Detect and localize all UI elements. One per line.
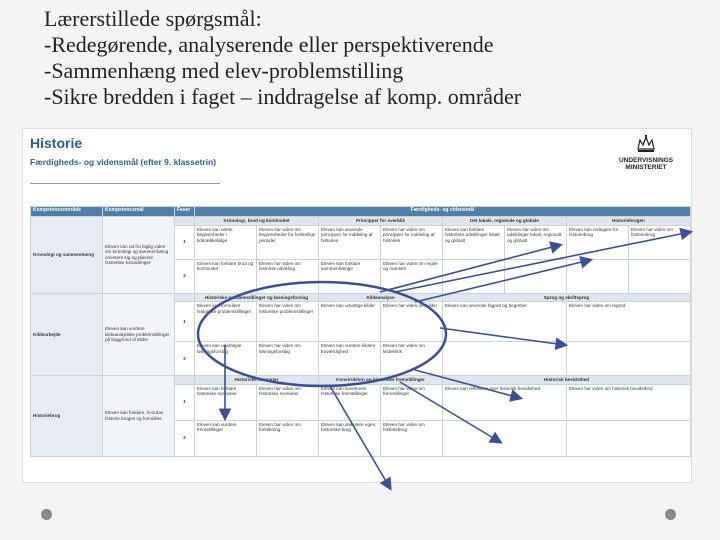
skill-cell: Eleven kan formulere historiske problemstillinger: [195, 302, 257, 342]
knowledge-cell: Eleven har viden om principper for inddeling af historien: [381, 225, 443, 259]
skill-cell: Eleven kan forklare brud og kontinuitet: [195, 259, 257, 293]
subheader-cell: Historiske scenarier: [195, 376, 319, 385]
header-phase: Faser: [175, 207, 195, 217]
knowledge-cell: Eleven har viden om udviklinger lokalt, regionalt og globalt: [505, 225, 567, 259]
curriculum-table: [30, 206, 691, 457]
phase-cell: 1: [175, 225, 195, 259]
skill-cell: Eleven kan forklare historiske udviklinger lokalt og globalt: [443, 225, 505, 259]
subheader-cell: Sprog og skriftsprog: [443, 293, 691, 302]
subheader-cell: Principper for overblik: [319, 217, 443, 226]
header-goal: Kompetencemål: [103, 207, 175, 217]
knowledge-cell: Eleven har viden om fremstillinger: [381, 384, 443, 420]
subheader-cell: Kronologi, brud og kontinuitet: [195, 217, 319, 226]
subheader-cell: Historiske problemstillinger og løsningsforslag: [195, 293, 319, 302]
knowledge-cell: Eleven har viden om kilder: [381, 302, 443, 342]
table-subheader-row: [31, 293, 691, 302]
goal-cell: Eleven kan ud fra faglig viden om kronologi og sammenhæng orientere sig og placere historiske forandringer: [103, 217, 175, 294]
subheader-cell: Historiebrugen: [567, 217, 691, 226]
subheader-cell: Konstruktion og historiske fremstillinger: [319, 376, 443, 385]
skill-cell: Eleven kan sætte begivenheder i tidsrækkefølge: [195, 225, 257, 259]
skill-cell: Eleven kan reflektere over historisk bevidsthed: [443, 384, 567, 420]
ministry-logo: [611, 133, 681, 171]
table-subheader-row: [31, 376, 691, 385]
document-subtitle: Færdigheds- og vidensmål (efter 9. klassetrin): [30, 157, 217, 167]
skill-cell: Eleven kan forklare sammenhænge: [319, 259, 381, 293]
goal-cell: Eleven kan vurdere kildeanalytiske problemstillinger på baggrund af kilder: [103, 293, 175, 376]
knowledge-cell: Eleven har viden om historisk udvikling: [257, 259, 319, 293]
knowledge-cell: Eleven har viden om regler og mønstre: [381, 259, 443, 293]
heading-line-1: Lærerstillede spørgsmål:: [44, 6, 262, 31]
subheader-cell: Det lokale, regionale og globale: [443, 217, 567, 226]
knowledge-cell: Eleven har viden om historiske problemstillinger: [257, 302, 319, 342]
knowledge-cell: Eleven har viden om kildekritik: [381, 342, 443, 376]
table-header-row: [31, 207, 691, 217]
heading-line-2: -Redegørende, analyserende eller perspektiverende: [44, 32, 494, 57]
knowledge-cell: Eleven har viden om fagord: [567, 302, 691, 342]
skill-cell: Eleven kan anvende principper for inddeling af historien: [319, 225, 381, 259]
knowledge-cell: Eleven har viden om historiebrug: [629, 225, 691, 259]
skill-cell: Eleven kan konstruere historiske fremstillinger: [319, 384, 381, 420]
curriculum-document: [22, 128, 692, 483]
phase-cell: 2: [175, 342, 195, 376]
subheader-cell: Kildeanalyse: [319, 293, 443, 302]
divider: [30, 183, 220, 184]
slide-heading: [44, 6, 704, 110]
nav-dot-right: [665, 509, 676, 520]
phase-cell: 1: [175, 384, 195, 420]
skill-cell: Eleven kan forklare historiske scenarier: [195, 384, 257, 420]
skill-cell: Eleven kan redegøre for historiebrug: [567, 225, 629, 259]
phase-cell: 2: [175, 420, 195, 456]
table-subheader-row: [31, 217, 691, 226]
heading-line-4: -Sikre bredden i faget – inddragelse af komp. områder: [44, 84, 522, 109]
skill-cell: Eleven kan vurdere fremstillinger: [195, 420, 257, 456]
heading-line-3: -Sammenhæng med elev-problemstilling: [44, 58, 404, 83]
crown-icon: [635, 133, 657, 155]
logo-line-2: MINISTERIET: [625, 164, 667, 171]
knowledge-cell: Eleven har viden om historisk bevidsthed: [567, 384, 691, 420]
skill-cell: Eleven kan diskutere egen historiske brug: [319, 420, 381, 456]
logo-line-1: UNDERVISNINGS: [618, 157, 674, 164]
skill-cell: Eleven kan udarbejde løsningsforslag: [195, 342, 257, 376]
area-cell: Kronologi og sammenhæng: [31, 217, 103, 294]
knowledge-cell: Eleven har viden om historiske scenarier: [257, 384, 319, 420]
header-skills: Færdigheds- og vidensmål: [195, 207, 691, 217]
document-title: Historie: [30, 135, 83, 151]
subheader-cell: Historisk bevidsthed: [443, 376, 691, 385]
skill-cell: Eleven kan vurdere kilders troværdighed: [319, 342, 381, 376]
phase-cell: 2: [175, 259, 195, 293]
knowledge-cell: Eleven har viden om løsningsforslag: [257, 342, 319, 376]
area-cell: Historiebrug: [31, 376, 103, 457]
area-cell: Kildearbejde: [31, 293, 103, 376]
nav-dot-left: [41, 509, 52, 520]
skill-cell: Eleven kan udvælge kilder: [319, 302, 381, 342]
skill-cell: Eleven kan anvende fagord og begreber: [443, 302, 567, 342]
knowledge-cell: Eleven har viden om fortolkning: [257, 420, 319, 456]
goal-cell: Eleven kan forklare, hvordan historie bruges og formidles: [103, 376, 175, 457]
header-area: Kompetenceområde: [31, 207, 103, 217]
knowledge-cell: Eleven har viden om begivenheder fra forskellige perioder: [257, 225, 319, 259]
knowledge-cell: Eleven har viden om historiebrug: [381, 420, 443, 456]
phase-cell: 1: [175, 302, 195, 342]
